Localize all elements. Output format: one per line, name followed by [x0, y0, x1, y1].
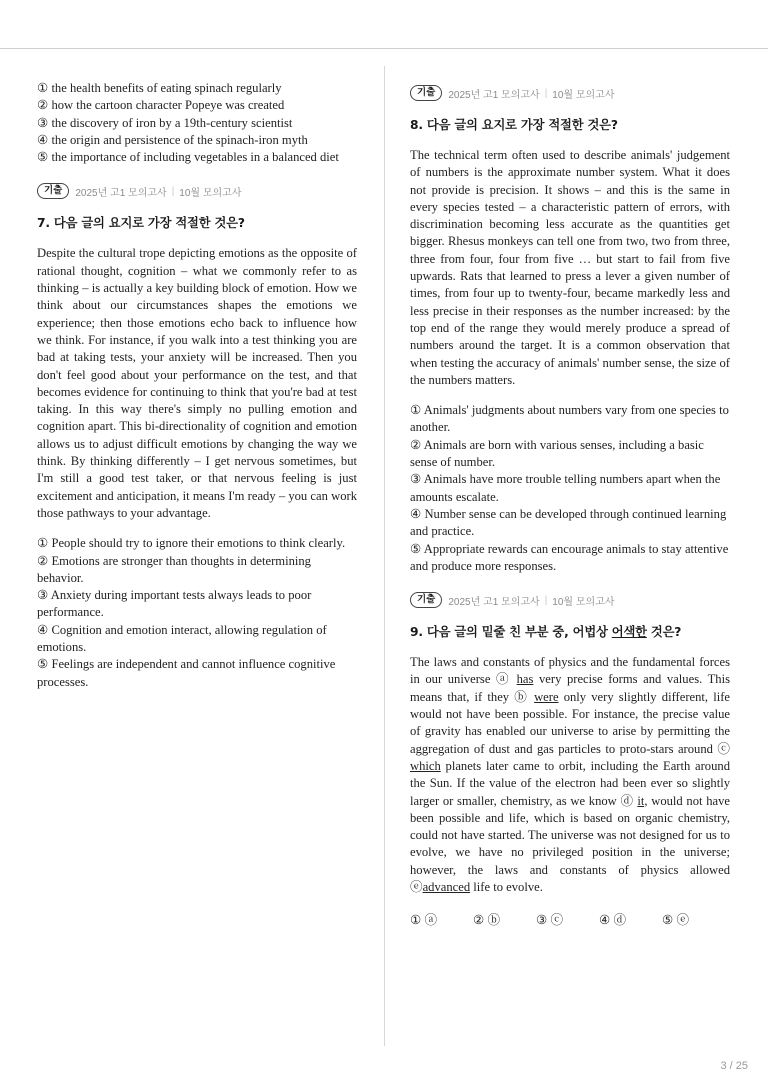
q9-underline-b: were [534, 689, 559, 704]
q9-passage-part-4: planets later came to orbit, including the Earth around the Sun. If the value of the electron had been ever so slightly larger or smaller, chemistry, as we know ⓓ [410, 758, 730, 808]
q8-options [410, 402, 730, 575]
q9-answer-2[interactable]: ② ⓑ [473, 913, 501, 928]
q9-answer-3[interactable]: ③ ⓒ [536, 913, 564, 928]
q9-underline-e: advanced [422, 879, 471, 894]
q8-option-4[interactable]: ④ Number sense can be developed through continued learning and practice. [410, 506, 727, 539]
q9-passage-part-1: The laws and constants of physics and the fundamental forces in our universe ⓐ [410, 655, 730, 687]
q7-options [37, 535, 357, 691]
q9-source-separator: | [544, 594, 548, 606]
q8-source-line [410, 84, 730, 102]
q7-passage: Despite the cultural trope depicting emotions as the opposite of rational thought, cognition – what we commonly refer to as thinking – is actually a key building block of emotion. How we think about our circumstances shapes the emotions we experience; then those emotions echo back to influence how we think. For instance, if you walk into a test thinking you are bad at taking tests, your anxiety will be increased. Then you don't feel good about your performance on the test, and that becomes evidence for continuing to think that you're bad at test taking. In this way there's simply no pulling emotion and cognition apart. This bi-directionality of cognition and emotion allows us to adjust difficult emotions by changing the way we think. By thinking differently – I get nervous sometimes, but I'm still a good test taker, or that nervous feeling is just excitement and anticipation, it means I'm ready – you can work those pathways to your advantage. [37, 246, 357, 520]
right-column [410, 80, 730, 928]
q9-title-emphasis: 어색한 [611, 625, 647, 640]
q9-underline-c: which [410, 758, 441, 773]
q7-option-4[interactable]: ④ Cognition and emotion interact, allowing regulation of emotions. [37, 622, 327, 655]
q8-passage: The technical term often used to describe animals' judgement of numbers is the approximate number system. What it does not provide is precision. It shows – and this is the same in every species tested – a characteristic pattern of errors, with discrimination becoming less accurate as the quantities get bigger. Rhesus monkeys can tell one from two, two from three, three from four, four from five … but start to fail from five upwards. Rats that learned to press a lever a given number of times, from four up to twenty-four, became markedly less and less precise in their responses as the number increased: by the top end of the range they would merely produce a spread of numbers around the target. It is a common observation that when testing the accuracy of animals' number sense, the size of the numbers matters. [410, 148, 730, 387]
header-rule [0, 48, 768, 49]
q9-passage-part-3: only very slightly different, life would not have been possible. For instance, the precise value of gravity has enabled our universe to arise by permitting the aggregation of dust and gas particles to proto-stars around ⓒ [410, 689, 730, 756]
q9-source-line [410, 591, 730, 609]
q9-source-year: 2025년 고1 모의고사 [448, 596, 540, 608]
q7-option-5[interactable]: ⑤ Feelings are independent and cannot influence cognitive processes. [37, 657, 336, 689]
q6-options [37, 80, 357, 166]
q9-answer-5[interactable]: ⑤ ⓔ [662, 913, 690, 928]
q9-passage-part-2: very precise forms and values. This means that, if they ⓑ [410, 672, 730, 704]
q8-source-separator: | [544, 87, 548, 99]
q9-title-post: 것은? [646, 625, 682, 640]
q8-source-year: 2025년 고1 모의고사 [448, 89, 540, 101]
left-column [37, 80, 357, 691]
column-divider [384, 66, 385, 1046]
q9-source-month: 10월 모의고사 [552, 596, 615, 608]
q6-option-4[interactable]: ④ the origin and persistence of the spinach-iron myth [37, 132, 308, 147]
q9-tag-badge: 기출 [410, 592, 442, 608]
q9-answer-1[interactable]: ① ⓐ [410, 913, 438, 928]
q6-option-1[interactable]: ① the health benefits of eating spinach regularly [37, 81, 282, 95]
q7-source-month: 10월 모의고사 [179, 187, 242, 199]
q7-source-line [37, 182, 357, 200]
page-number: 3 / 25 [720, 1060, 748, 1072]
q9-answer-4[interactable]: ④ ⓓ [599, 913, 627, 928]
q9-underline-a: has [516, 672, 534, 687]
q7-option-2[interactable]: ② Emotions are stronger than thoughts in determining behavior. [37, 553, 311, 585]
q6-option-2[interactable]: ② how the cartoon character Popeye was created [37, 98, 285, 113]
q8-title: 8. 다음 글의 요지로 가장 적절한 것은? [410, 118, 618, 132]
q9-passage-part-6: life to evolve. [470, 879, 543, 894]
q7-option-1[interactable]: ① People should try to ignore their emotions to think clearly. [37, 536, 346, 551]
q7-tag-badge: 기출 [37, 183, 69, 199]
q9-passage [410, 654, 730, 896]
q8-option-5[interactable]: ⑤ Appropriate rewards can encourage animals to stay attentive and produce more responses. [410, 541, 729, 573]
q8-option-3[interactable]: ③ Animals have more trouble telling numbers apart when the amounts escalate. [410, 472, 721, 504]
q6-option-3[interactable]: ③ the discovery of iron by a 19th-century scientist [37, 115, 293, 130]
q8-option-1[interactable]: ① Animals' judgments about numbers vary from one species to another. [410, 403, 729, 435]
q9-title-pre: 9. 다음 글의 밑줄 친 부분 중, 어법상 [410, 625, 612, 640]
q9-passage-part-5: would not have been possible and life, which is based on organic chemistry, could not have started. The universe was not designed for us to evolve, we have no privileged position in the universe; however, the laws and constants of physics allowed ⓔ [410, 793, 731, 894]
q7-source-separator: | [171, 185, 175, 197]
q9-underline-d: it, [637, 793, 648, 808]
q7-option-3[interactable]: ③ Anxiety during important tests always leads to poor performance. [37, 588, 312, 620]
q9-answer-choices [410, 909, 730, 928]
q9-title [410, 622, 730, 640]
q8-option-2[interactable]: ② Animals are born with various senses, including a basic sense of number. [410, 437, 704, 470]
q8-source-month: 10월 모의고사 [552, 89, 615, 101]
q7-source-year: 2025년 고1 모의고사 [75, 187, 167, 199]
q6-option-5[interactable]: ⑤ the importance of including vegetables in a balanced diet [37, 150, 339, 165]
q7-title: 7. 다음 글의 요지로 가장 적절한 것은? [37, 216, 245, 231]
q8-tag-badge: 기출 [410, 85, 442, 101]
